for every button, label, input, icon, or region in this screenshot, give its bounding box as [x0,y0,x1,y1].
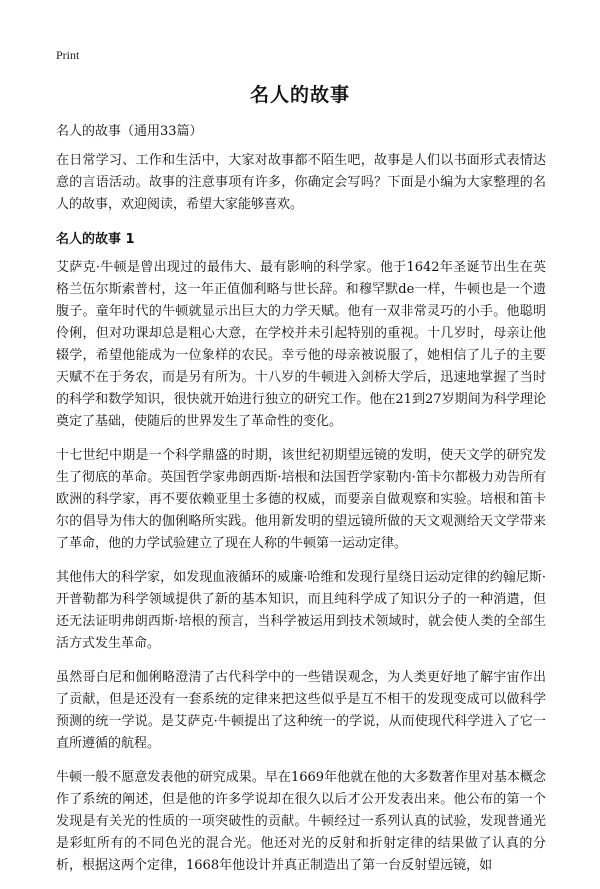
body-paragraph-3: 其他伟大的科学家，如发现血液循环的威廉·哈维和发现行星绕日运动定律的约翰尼斯·开普勒都为科学领域提供了新的基本知识，而且纯科学成了知识分子的一种消遣，但还无法证明弗朗西斯·培根的预言，当科学被运用到技术领域时，就会使人类的全部生活方式发生革命。 [56,570,546,651]
section-heading: 名人的故事 1 [56,232,135,247]
page-title: 名人的故事 [249,84,350,106]
print-label: Print [56,48,80,62]
document-body [56,150,546,889]
body-paragraph-1: 艾萨克·牛顿是曾出现过的最伟大、最有影响的科学家。他于1642年圣诞节出生在英格兰伍尔斯索普村，这一年正值伽利略与世长辞。和穆罕默de一样，牛顿也是一个遗腹子。童年时代的牛顿就显示出巨大的力学天赋。他有一双非常灵巧的小手。他聪明伶俐，但对功课却总是粗心大意，在学校并未引起特别的重视。十几岁时，母亲让他辍学，希望他能成为一位象样的农民。幸亏他的母亲被说服了，她相信了儿子的主要天赋不在于务农，而是另有所为。十八岁的牛顿进入剑桥大学后，迅速地掌握了当时的科学和数学知识，很快就开始进行独立的研究工作。他在21到27岁期间为科学理论奠定了基础，使随后的世界发生了革命性的变化。 [56,260,546,429]
intro-paragraph: 在日常学习、工作和生活中，大家对故事都不陌生吧，故事是人们以书面形式表情达意的言语活动。故事的注意事项有许多，你确定会写吗？下面是小编为大家整理的名人的故事，欢迎阅读，希望大家能够喜欢。 [56,153,546,212]
body-paragraph-2: 十七世纪中期是一个科学鼎盛的时期，该世纪初期望远镜的发明，使天文学的研究发生了彻底的革命。英国哲学家弗朗西斯·培根和法国哲学家勒内·笛卡尔都极力劝告所有欧洲的科学家，再不要依赖亚里士多德的权威，而要亲自做观察和实验。培根和笛卡尔的倡导为伟大的伽俐略所实践。他用新发明的望远镜所做的天文观测给天文学带来了革命，他的力学试验建立了现在人称的牛顿第一运动定律。 [56,448,546,551]
body-paragraph-5: 牛顿一般不愿意发表他的研究成果。早在1669年他就在他的大多数著作里对基本概念作了系统的阐述，但是他的许多学说却在很久以后才公开发表出来。他公布的第一个发现是有关光的性质的一项突破性的贡献。牛顿经过一系列认真的试验，发现普通光是彩虹所有的不同色光的混合光。他还对光的反射和折射定律的结果做了认真的分析，根据这两个定律，1668年他设计并真正制造出了第一台反射望远镜，如 [56,770,546,873]
document-subtitle: 名人的故事（通用33篇） [56,124,203,139]
body-paragraph-4: 虽然哥白尼和伽俐略澄清了古代科学中的一些错误观念，为人类更好地了解宇宙作出了贡献，但是还没有一套系统的定律来把这些似乎是互不相干的发现变成可以做科学预测的统一学说。是艾萨克·牛顿提出了这种统一的学说，从而使现代科学进入了它一直所遵循的航程。 [56,670,546,751]
